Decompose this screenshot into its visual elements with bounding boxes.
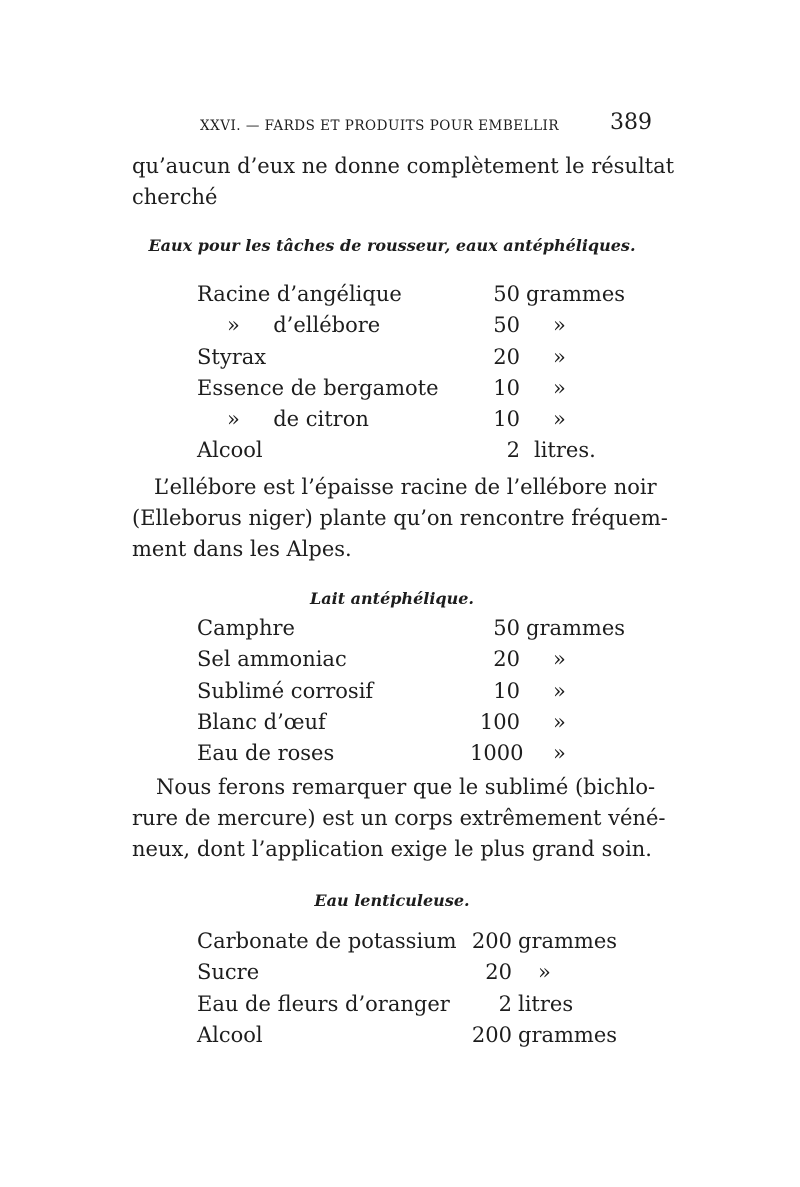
ingredient-quantity: 100	[479, 709, 520, 734]
section-heading-lait: Lait antéphélique.	[310, 589, 474, 608]
ingredient-unit: »	[553, 407, 566, 432]
ingredient-name: Blanc d’œuf	[197, 709, 326, 734]
ingredient-quantity: 50	[493, 616, 520, 640]
page-number: 389	[610, 110, 652, 135]
ingredient-quantity: 50	[493, 313, 520, 338]
ingredient-unit: litres	[518, 991, 574, 1016]
text-line: ment dans les Alpes.	[132, 537, 352, 561]
ingredient-quantity: 20	[485, 960, 512, 985]
recipe-row	[0, 710, 800, 741]
ingredient-unit: »	[553, 647, 566, 672]
ingredient-quantity: 10	[493, 407, 520, 432]
ingredient-unit: »	[553, 344, 566, 369]
recipe-row	[0, 345, 800, 376]
ingredient-quantity: 20	[493, 344, 520, 369]
ingredient-unit: »	[553, 741, 566, 766]
recipe-row	[0, 679, 800, 710]
ingredient-quantity: 2	[498, 991, 512, 1016]
ingredient-unit: grammes	[518, 1022, 618, 1047]
ingredient-name: Eau de roses	[197, 741, 335, 766]
text-line: cherché	[132, 185, 218, 209]
ingredient-name: » d’ellébore	[227, 313, 381, 338]
ingredient-name: Sublimé corrosif	[197, 678, 374, 703]
text-line: neux, dont l’application exige le plus grand soin.	[132, 837, 652, 861]
running-title: XXVI. — FARDS ET PRODUITS POUR EMBELLIR	[200, 118, 560, 134]
ingredient-quantity: 20	[493, 647, 520, 672]
ingredient-quantity: 10	[493, 678, 520, 703]
ingredient-quantity: 10	[493, 375, 520, 400]
ingredient-name: Essence de bergamote	[197, 375, 439, 400]
recipe-row	[0, 741, 800, 772]
recipe-row	[0, 647, 800, 678]
ingredient-name: Sel ammoniac	[197, 647, 347, 672]
ingredient-name: Eau de fleurs d’oranger	[197, 991, 450, 1016]
note-paragraph-sublime	[132, 772, 666, 865]
recipe-row	[0, 438, 800, 469]
recipe-row	[0, 929, 800, 960]
ingredient-name: Racine d’angélique	[197, 282, 402, 306]
ingredient-unit: »	[538, 960, 551, 985]
ingredient-name: Sucre	[197, 960, 260, 985]
ingredient-name: Styrax	[197, 344, 267, 369]
text-line: (Elleborus niger) plante qu’on rencontre fréquem-	[132, 506, 668, 530]
ingredient-name: » de citron	[227, 407, 369, 432]
ingredient-unit: grammes	[526, 282, 626, 306]
text-line: L’ellébore est l’épaisse racine de l’ellébore noir	[154, 475, 657, 499]
ingredient-unit: »	[553, 678, 566, 703]
ingredient-unit: litres.	[534, 438, 596, 463]
ingredient-unit: »	[553, 313, 566, 338]
recipe-row	[0, 282, 800, 313]
ingredient-name: Alcool	[197, 1022, 263, 1047]
text-line: Nous ferons remarquer que le sublimé (bichlo-	[156, 775, 656, 799]
section-heading-lenticuleuse: Eau lenticuleuse.	[314, 891, 470, 910]
ingredient-unit: grammes	[526, 616, 626, 640]
ingredient-name: Alcool	[197, 438, 263, 463]
recipe-table-eaux	[0, 282, 800, 470]
recipe-row	[0, 407, 800, 438]
text-line: qu’aucun d’eux ne donne complètement le résultat	[132, 154, 675, 178]
ingredient-unit: »	[553, 375, 566, 400]
recipe-row	[0, 616, 800, 647]
ingredient-quantity: 2	[506, 438, 520, 463]
recipe-row	[0, 960, 800, 991]
ingredient-unit: grammes	[518, 929, 618, 953]
running-header	[200, 110, 652, 144]
ingredient-quantity: 200	[471, 1022, 512, 1047]
ingredient-unit: »	[553, 709, 566, 734]
recipe-table-lait	[0, 616, 800, 772]
ingredient-name: Carbonate de potassium	[197, 929, 457, 953]
intro-paragraph	[132, 151, 675, 213]
note-paragraph-ellebore	[132, 472, 668, 565]
text-line: rure de mercure) est un corps extrêmement véné-	[132, 806, 666, 830]
ingredient-name: Camphre	[197, 616, 295, 640]
ingredient-quantity: 200	[471, 929, 512, 953]
ingredient-quantity: 1000	[470, 741, 524, 766]
recipe-row	[0, 1023, 800, 1054]
recipe-row	[0, 376, 800, 407]
recipe-row	[0, 313, 800, 344]
ingredient-quantity: 50	[493, 282, 520, 306]
section-heading-eaux: Eaux pour les tâches de rousseur, eaux antéphéliques.	[148, 236, 636, 255]
recipe-row	[0, 992, 800, 1023]
recipe-table-lenticuleuse	[0, 929, 800, 1054]
